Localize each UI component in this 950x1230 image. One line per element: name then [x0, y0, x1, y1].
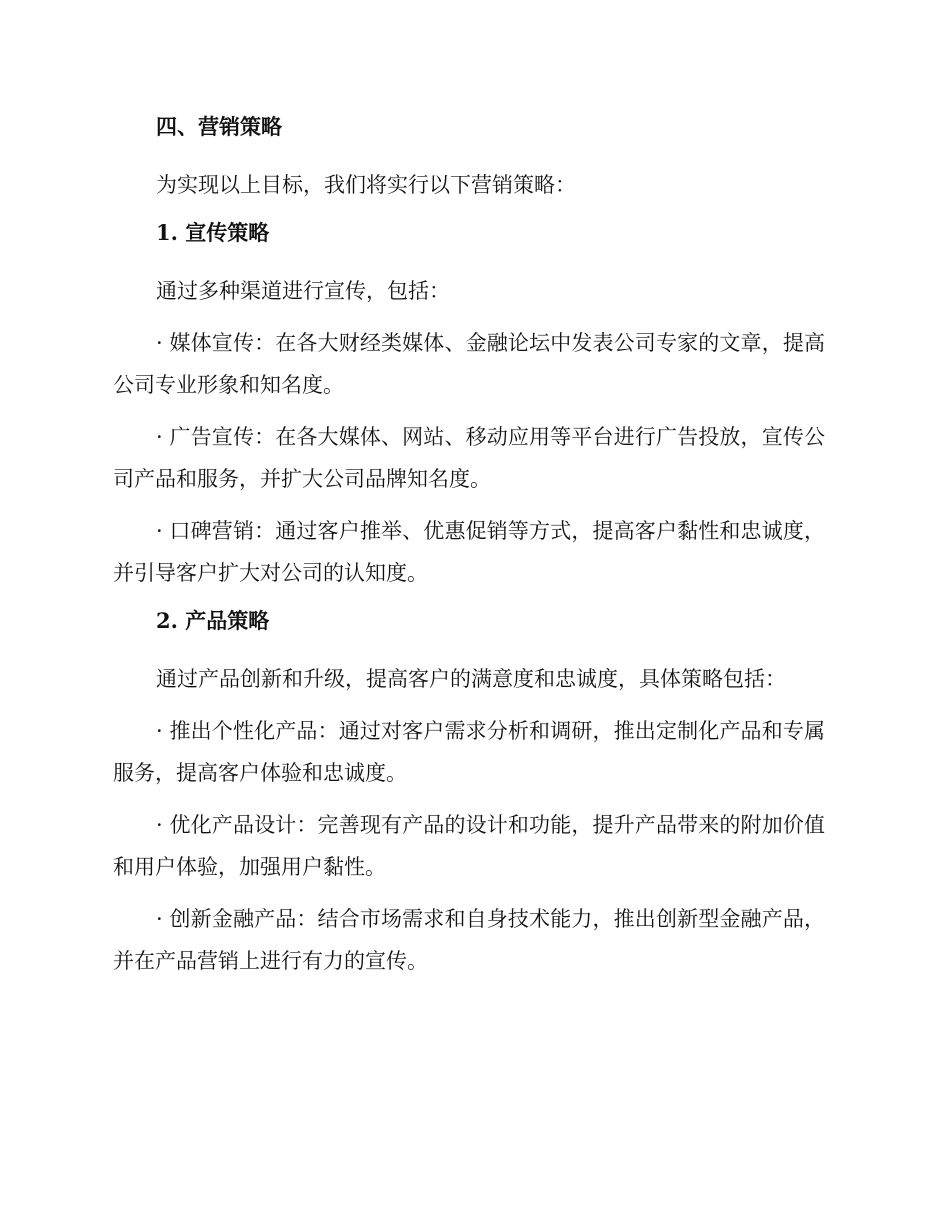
product-item-innovation: · 创新金融产品：结合市场需求和自身技术能力，推出创新型金融产品，并在产品营销上进行有力的宣传。 [113, 907, 825, 973]
product-strategy-title: 2. 产品策略 [156, 608, 270, 633]
product-item-personalized: · 推出个性化产品：通过对客户需求分析和调研，推出定制化产品和专属服务，提高客户体验和忠诚度。 [113, 719, 825, 785]
section-title: 四、营销策略 [156, 114, 282, 139]
product-item-design: · 优化产品设计：完善现有产品的设计和功能，提升产品带来的附加价值和用户体验，加强用户黏性。 [113, 813, 825, 879]
section-intro: 为实现以上目标，我们将实行以下营销策略： [156, 173, 576, 197]
promotion-strategy-title: 1. 宣传策略 [156, 220, 270, 245]
promotion-item-media: · 媒体宣传：在各大财经类媒体、金融论坛中发表公司专家的文章，提高公司专业形象和知名度。 [113, 331, 825, 397]
promotion-item-word-of-mouth: · 口碑营销：通过客户推举、优惠促销等方式，提高客户黏性和忠诚度，并引导客户扩大对公司的认知度。 [113, 519, 825, 585]
document-content [113, 110, 825, 992]
product-strategy-intro: 通过产品创新和升级，提高客户的满意度和忠诚度，具体策略包括： [156, 667, 786, 691]
promotion-item-ads: · 广告宣传：在各大媒体、网站、移动应用等平台进行广告投放，宣传公司产品和服务，并扩大公司品牌知名度。 [113, 425, 825, 491]
promotion-strategy-intro: 通过多种渠道进行宣传，包括： [156, 279, 450, 303]
